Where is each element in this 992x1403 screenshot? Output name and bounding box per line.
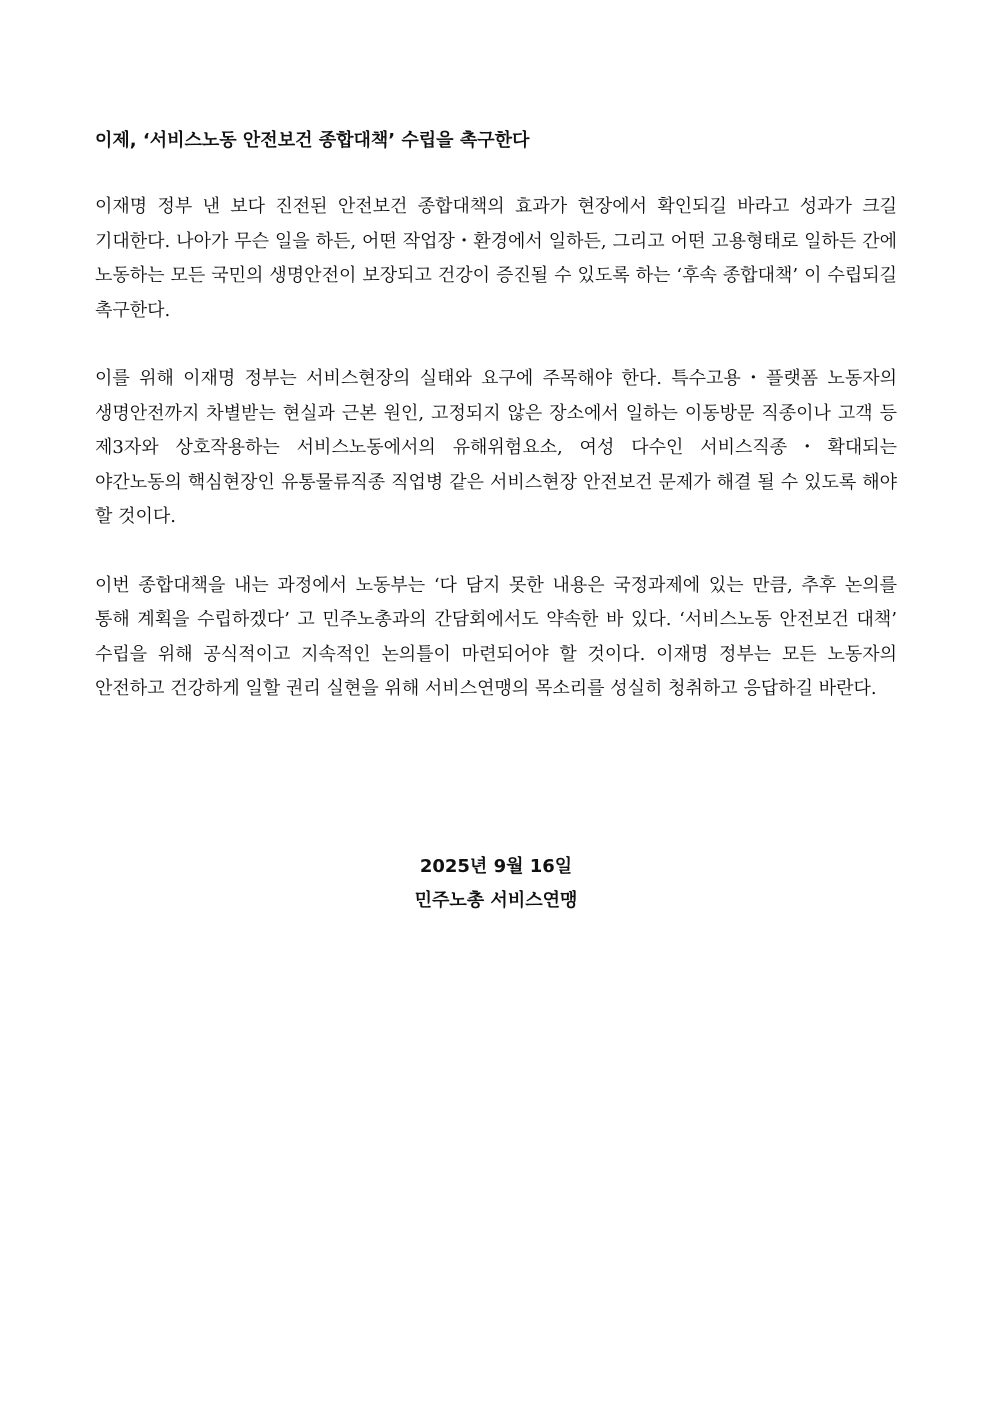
issuing-organization: 민주노총 서비스연맹 — [414, 890, 578, 911]
paragraph-3: 이번 종합대책을 내는 과정에서 노동부는 ‘다 담지 못한 내용은 국정과제에 있는 만큼, 추후 논의를 통해 계획을 수립하겠다’ 고 민주노총과의 간담회에서도 약속한 바 있다. ‘서비스노동 안전보건 대책’ 수립을 위해 공식적이고 지속적인 논의틀이 마련되어야 할 것이다. 이재명 정부는 모든 노동자의 안전하고 건강하게 일할 권리 실현을 위해 서비스연맹의 목소리를 성실히 청취하고 응답하길 바란다. — [95, 574, 898, 699]
signature-block — [0, 850, 992, 918]
document-body — [95, 124, 897, 741]
paragraph-1: 이재명 정부 낸 보다 진전된 안전보건 종합대책의 효과가 현장에서 확인되길 바라고 성과가 크길 기대한다. 나아가 무슨 일을 하든, 어떤 작업장・환경에서 일하든, 그리고 어떤 고용형태로 일하든 간에 노동하는 모든 국민의 생명안전이 보장되고 건강이 증진될 수 있도록 하는 ‘후속 종합대책’ 이 수립되길 촉구한다. — [95, 196, 897, 321]
statement-date: 2025년 9월 16일 — [419, 856, 573, 877]
section-heading: 이제, ‘서비스노동 안전보건 종합대책’ 수립을 촉구한다 — [95, 130, 530, 151]
paragraph-2: 이를 위해 이재명 정부는 서비스현장의 실태와 요구에 주목해야 한다. 특수고용・플랫폼 노동자의 생명안전까지 차별받는 현실과 근본 원인, 고정되지 않은 장소에서 일하는 이동방문 직종이나 고객 등 제3자와 상호작용하는 서비스노동에서의 유해위험요소, 여성 다수인 서비스직종・확대되는 야간노동의 핵심현장인 유통물류직종 직업병 같은 서비스현장 안전보건 문제가 해결 될 수 있도록 해야 할 것이다. — [95, 368, 897, 527]
